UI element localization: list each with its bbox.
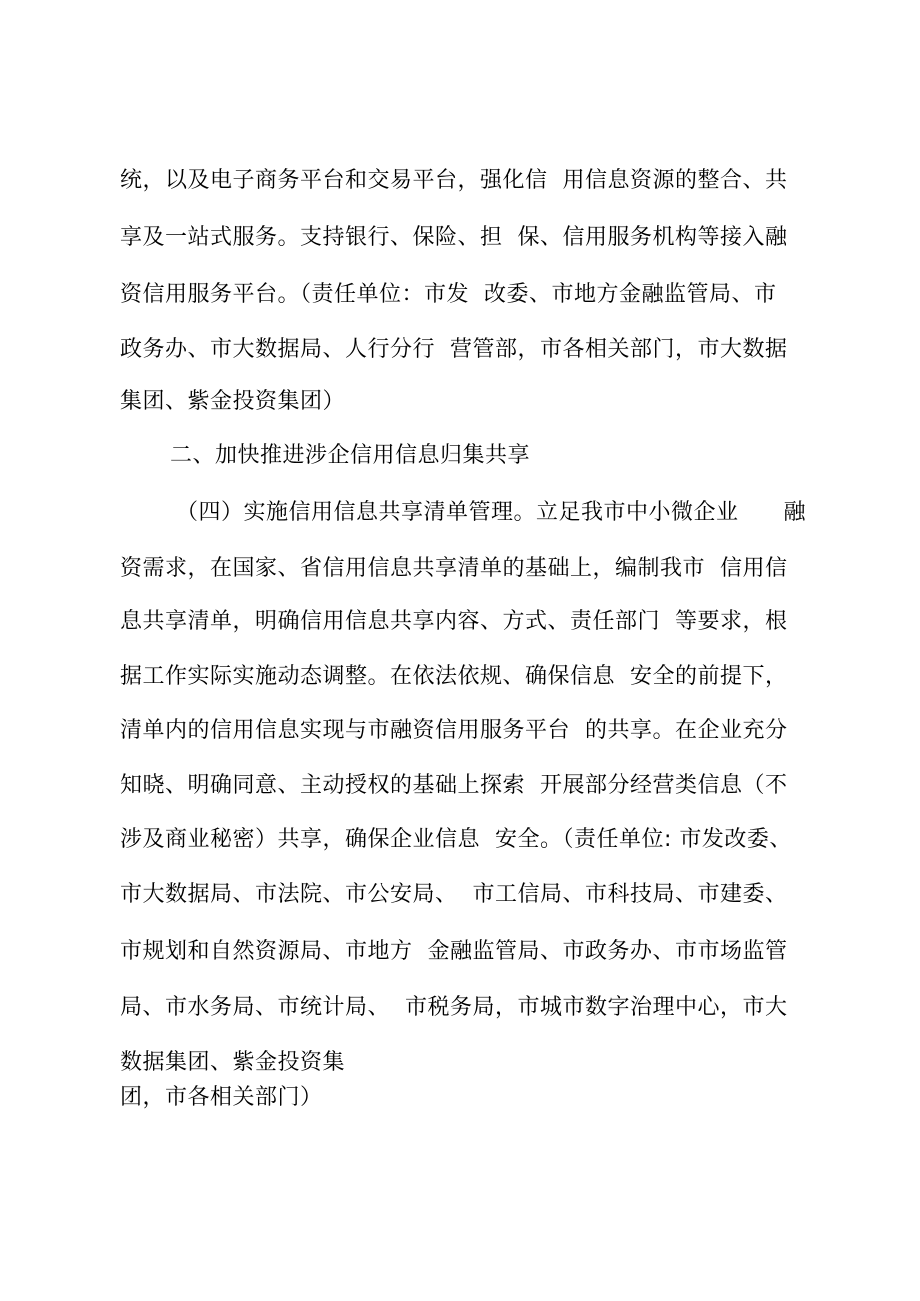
paragraph-line: 政务办、市大数据局、人行分行 营管部，市各相关部门，市大数据 (120, 337, 788, 362)
paragraph-line: （四）实施信用信息共享清单管理。立足我市中小微企业 融 (176, 500, 806, 525)
paragraph-line: 资需求，在国家、省信用信息共享清单的基础上，编制我市 信用信 (120, 556, 788, 581)
paragraph-line: 团，市各相关部门） (120, 1085, 323, 1110)
paragraph-line: 统，以及电子商务平台和交易平台，强化信 用信息资源的整合、共 (120, 168, 788, 193)
paragraph-line: 据工作实际实施动态调整。在依法依规、确保信息 安全的前提下， (120, 664, 788, 689)
paragraph-line: 享及一站式服务。支持银行、保险、担 保、信用服务机构等接入融 (120, 225, 788, 250)
paragraph-line: 清单内的信用信息实现与市融资信用服务平台 的共享。在企业充分 (120, 718, 788, 743)
paragraph-line: 集团、紫金投资集团） (120, 389, 346, 414)
paragraph-line: 资信用服务平台。（责任单位：市发 改委、市地方金融监管局、市 (120, 282, 777, 307)
paragraph-line: 数据集团、紫金投资集 (120, 1050, 346, 1075)
paragraph-line: 市规划和自然资源局、市地方 金融监管局、市政务办、市市场监管 (120, 939, 788, 964)
paragraph-line: 涉及商业秘密）共享，确保企业信息 安全。（责任单位: 市发改委、 (120, 827, 792, 852)
paragraph-line: 息共享清单，明确信用信息共享内容、方式、责任部门 等要求，根 (120, 609, 788, 634)
paragraph-line: 局、市水务局、市统计局、 市税务局，市城市数字治理中心，市大 (120, 995, 788, 1020)
section-heading: 二、加快推进涉企信用信息归集共享 (170, 443, 531, 468)
paragraph-line: 知晓、明确同意、主动授权的基础上探索 开展部分经营类信息（不 (120, 773, 788, 798)
paragraph-line: 市大数据局、市法院、市公安局、 市工信局、市科技局、市建委、 (120, 882, 788, 907)
